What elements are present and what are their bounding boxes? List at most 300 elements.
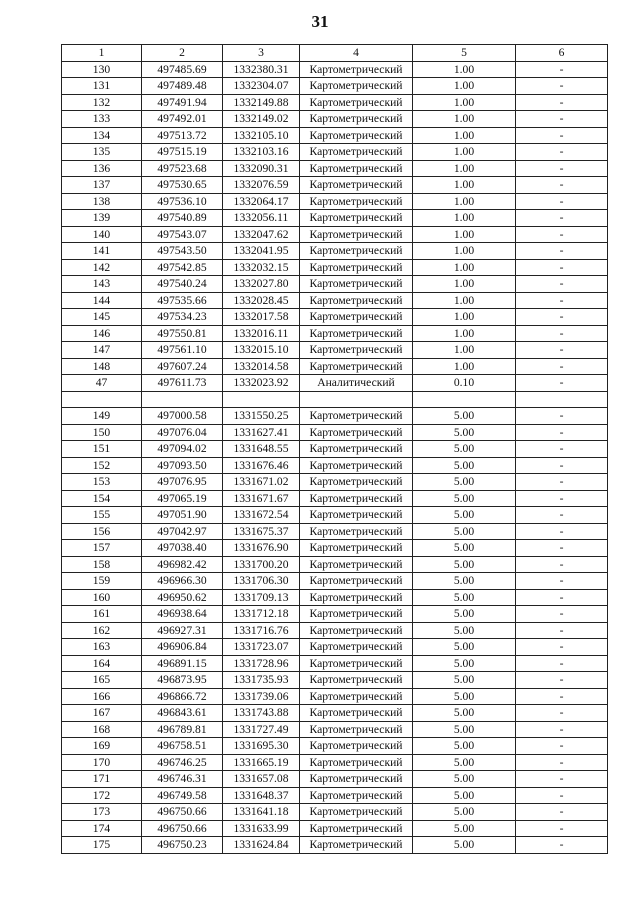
accuracy-cell: 5.00 xyxy=(413,721,516,738)
y-coordinate-cell: 1331706.30 xyxy=(223,573,300,590)
method-cell: Картометрический xyxy=(300,177,413,194)
header-cell-5: 5 xyxy=(413,45,516,62)
note-cell: - xyxy=(516,78,608,95)
y-coordinate-cell: 1332149.02 xyxy=(223,111,300,128)
point-number-cell: 145 xyxy=(62,309,142,326)
note-cell: - xyxy=(516,474,608,491)
point-number-cell: 149 xyxy=(62,408,142,425)
table-row xyxy=(62,441,608,458)
x-coordinate-cell: 497607.24 xyxy=(142,358,223,375)
method-cell: Картометрический xyxy=(300,507,413,524)
accuracy-cell: 5.00 xyxy=(413,787,516,804)
y-coordinate-cell: 1331712.18 xyxy=(223,606,300,623)
y-coordinate-cell: 1331550.25 xyxy=(223,408,300,425)
x-coordinate-cell: 497550.81 xyxy=(142,325,223,342)
accuracy-cell: 5.00 xyxy=(413,589,516,606)
accuracy-cell: 5.00 xyxy=(413,424,516,441)
header-row xyxy=(62,45,608,62)
y-coordinate-cell: 1331627.41 xyxy=(223,424,300,441)
method-cell: Картометрический xyxy=(300,804,413,821)
accuracy-cell: 1.00 xyxy=(413,210,516,227)
method-cell: Картометрический xyxy=(300,342,413,359)
table-row xyxy=(62,573,608,590)
header-cell-1: 1 xyxy=(62,45,142,62)
point-number-cell: 175 xyxy=(62,837,142,854)
coordinates-table xyxy=(61,44,608,854)
x-coordinate-cell: 497542.85 xyxy=(142,259,223,276)
table-row xyxy=(62,490,608,507)
accuracy-cell: 5.00 xyxy=(413,771,516,788)
header-cell-6: 6 xyxy=(516,45,608,62)
point-number-cell: 152 xyxy=(62,457,142,474)
accuracy-cell: 5.00 xyxy=(413,820,516,837)
method-cell: Картометрический xyxy=(300,160,413,177)
note-cell: - xyxy=(516,490,608,507)
table-row xyxy=(62,820,608,837)
x-coordinate-cell: 497540.24 xyxy=(142,276,223,293)
y-coordinate-cell: 1332304.07 xyxy=(223,78,300,95)
table-row xyxy=(62,111,608,128)
accuracy-cell: 5.00 xyxy=(413,556,516,573)
y-coordinate-cell: 1331671.02 xyxy=(223,474,300,491)
table-row xyxy=(62,672,608,689)
accuracy-cell: 1.00 xyxy=(413,94,516,111)
method-cell: Картометрический xyxy=(300,820,413,837)
accuracy-cell: 1.00 xyxy=(413,144,516,161)
x-coordinate-cell: 496750.66 xyxy=(142,820,223,837)
note-cell: - xyxy=(516,787,608,804)
y-coordinate-cell: 1332015.10 xyxy=(223,342,300,359)
accuracy-cell: 5.00 xyxy=(413,523,516,540)
y-coordinate-cell: 1332056.11 xyxy=(223,210,300,227)
y-coordinate-cell: 1331728.96 xyxy=(223,655,300,672)
note-cell: - xyxy=(516,606,608,623)
note-cell: - xyxy=(516,177,608,194)
x-coordinate-cell: 497076.04 xyxy=(142,424,223,441)
table-row xyxy=(62,804,608,821)
x-coordinate-cell: 496789.81 xyxy=(142,721,223,738)
method-cell: Картометрический xyxy=(300,837,413,854)
method-cell: Картометрический xyxy=(300,78,413,95)
note-cell: - xyxy=(516,771,608,788)
note-cell: - xyxy=(516,622,608,639)
note-cell: - xyxy=(516,721,608,738)
y-coordinate-cell: 1332032.15 xyxy=(223,259,300,276)
note-cell: - xyxy=(516,193,608,210)
y-coordinate-cell: 1331695.30 xyxy=(223,738,300,755)
point-number-cell: 168 xyxy=(62,721,142,738)
note-cell: - xyxy=(516,226,608,243)
y-coordinate-cell: 1332027.80 xyxy=(223,276,300,293)
accuracy-cell: 5.00 xyxy=(413,639,516,656)
y-coordinate-cell: 1332090.31 xyxy=(223,160,300,177)
table-row xyxy=(62,474,608,491)
x-coordinate-cell: 497523.68 xyxy=(142,160,223,177)
note-cell: - xyxy=(516,358,608,375)
method-cell: Картометрический xyxy=(300,556,413,573)
accuracy-cell: 1.00 xyxy=(413,111,516,128)
method-cell: Картометрический xyxy=(300,655,413,672)
point-number-cell: 142 xyxy=(62,259,142,276)
method-cell: Картометрический xyxy=(300,573,413,590)
point-number-cell: 134 xyxy=(62,127,142,144)
table-row xyxy=(62,705,608,722)
note-cell: - xyxy=(516,160,608,177)
accuracy-cell: 1.00 xyxy=(413,358,516,375)
table-row xyxy=(62,771,608,788)
x-coordinate-cell: 496950.62 xyxy=(142,589,223,606)
x-coordinate-cell: 496750.66 xyxy=(142,804,223,821)
y-coordinate-cell: 1332149.88 xyxy=(223,94,300,111)
point-number-cell: 164 xyxy=(62,655,142,672)
y-coordinate-cell: 1332105.10 xyxy=(223,127,300,144)
method-cell: Картометрический xyxy=(300,193,413,210)
method-cell: Картометрический xyxy=(300,540,413,557)
point-number-cell: 162 xyxy=(62,622,142,639)
note-cell: - xyxy=(516,589,608,606)
table-row xyxy=(62,226,608,243)
method-cell: Картометрический xyxy=(300,144,413,161)
point-number-cell: 158 xyxy=(62,556,142,573)
x-coordinate-cell: 496758.51 xyxy=(142,738,223,755)
x-coordinate-cell: 497491.94 xyxy=(142,94,223,111)
x-coordinate-cell: 497543.07 xyxy=(142,226,223,243)
note-cell: - xyxy=(516,111,608,128)
note-cell: - xyxy=(516,540,608,557)
note-cell xyxy=(516,391,608,408)
table-row xyxy=(62,78,608,95)
x-coordinate-cell: 496866.72 xyxy=(142,688,223,705)
point-number-cell: 130 xyxy=(62,61,142,78)
table-row xyxy=(62,556,608,573)
point-number-cell: 154 xyxy=(62,490,142,507)
method-cell: Картометрический xyxy=(300,111,413,128)
table-row xyxy=(62,507,608,524)
note-cell: - xyxy=(516,210,608,227)
method-cell: Картометрический xyxy=(300,441,413,458)
accuracy-cell: 5.00 xyxy=(413,474,516,491)
accuracy-cell: 5.00 xyxy=(413,688,516,705)
y-coordinate-cell: 1331633.99 xyxy=(223,820,300,837)
x-coordinate-cell: 496938.64 xyxy=(142,606,223,623)
point-number-cell: 135 xyxy=(62,144,142,161)
x-coordinate-cell: 497038.40 xyxy=(142,540,223,557)
accuracy-cell: 1.00 xyxy=(413,177,516,194)
table-row xyxy=(62,325,608,342)
note-cell: - xyxy=(516,507,608,524)
point-number-cell: 156 xyxy=(62,523,142,540)
table-row xyxy=(62,655,608,672)
note-cell: - xyxy=(516,94,608,111)
point-number-cell: 155 xyxy=(62,507,142,524)
x-coordinate-cell: 497543.50 xyxy=(142,243,223,260)
table-row xyxy=(62,243,608,260)
note-cell: - xyxy=(516,457,608,474)
accuracy-cell: 1.00 xyxy=(413,243,516,260)
point-number-cell: 153 xyxy=(62,474,142,491)
method-cell: Картометрический xyxy=(300,589,413,606)
method-cell: Картометрический xyxy=(300,523,413,540)
table-row xyxy=(62,589,608,606)
point-number-cell: 157 xyxy=(62,540,142,557)
point-number-cell: 47 xyxy=(62,375,142,392)
note-cell: - xyxy=(516,292,608,309)
accuracy-cell: 1.00 xyxy=(413,78,516,95)
method-cell: Картометрический xyxy=(300,738,413,755)
point-number-cell: 167 xyxy=(62,705,142,722)
note-cell: - xyxy=(516,639,608,656)
note-cell: - xyxy=(516,375,608,392)
note-cell: - xyxy=(516,259,608,276)
x-coordinate-cell: 497492.01 xyxy=(142,111,223,128)
y-coordinate-cell: 1331671.67 xyxy=(223,490,300,507)
y-coordinate-cell: 1331735.93 xyxy=(223,672,300,689)
y-coordinate-cell: 1332023.92 xyxy=(223,375,300,392)
table-row xyxy=(62,622,608,639)
note-cell: - xyxy=(516,738,608,755)
y-coordinate-cell: 1331676.46 xyxy=(223,457,300,474)
accuracy-cell: 5.00 xyxy=(413,573,516,590)
y-coordinate-cell: 1332047.62 xyxy=(223,226,300,243)
accuracy-cell: 5.00 xyxy=(413,441,516,458)
method-cell: Картометрический xyxy=(300,309,413,326)
y-coordinate-cell: 1331727.49 xyxy=(223,721,300,738)
method-cell: Картометрический xyxy=(300,787,413,804)
method-cell: Картометрический xyxy=(300,276,413,293)
point-number-cell: 140 xyxy=(62,226,142,243)
table-row xyxy=(62,391,608,408)
accuracy-cell: 5.00 xyxy=(413,705,516,722)
point-number-cell: 131 xyxy=(62,78,142,95)
y-coordinate-cell: 1332017.58 xyxy=(223,309,300,326)
table-row xyxy=(62,358,608,375)
method-cell: Картометрический xyxy=(300,721,413,738)
method-cell: Картометрический xyxy=(300,490,413,507)
x-coordinate-cell: 496750.23 xyxy=(142,837,223,854)
x-coordinate-cell: 497489.48 xyxy=(142,78,223,95)
x-coordinate-cell: 497561.10 xyxy=(142,342,223,359)
accuracy-cell: 1.00 xyxy=(413,226,516,243)
point-number-cell: 136 xyxy=(62,160,142,177)
method-cell: Картометрический xyxy=(300,210,413,227)
point-number-cell: 144 xyxy=(62,292,142,309)
method-cell: Картометрический xyxy=(300,688,413,705)
accuracy-cell: 1.00 xyxy=(413,259,516,276)
note-cell: - xyxy=(516,688,608,705)
x-coordinate-cell: 497534.23 xyxy=(142,309,223,326)
x-coordinate-cell: 496982.42 xyxy=(142,556,223,573)
table-row xyxy=(62,787,608,804)
table-row xyxy=(62,688,608,705)
y-coordinate-cell: 1331657.08 xyxy=(223,771,300,788)
table-row xyxy=(62,292,608,309)
point-number-cell: 173 xyxy=(62,804,142,821)
table-row xyxy=(62,754,608,771)
note-cell: - xyxy=(516,820,608,837)
y-coordinate-cell: 1331676.90 xyxy=(223,540,300,557)
note-cell: - xyxy=(516,243,608,260)
accuracy-cell: 1.00 xyxy=(413,342,516,359)
point-number-cell: 143 xyxy=(62,276,142,293)
x-coordinate-cell: 497530.65 xyxy=(142,177,223,194)
point-number-cell: 150 xyxy=(62,424,142,441)
x-coordinate-cell: 496749.58 xyxy=(142,787,223,804)
accuracy-cell: 5.00 xyxy=(413,804,516,821)
x-coordinate-cell: 496891.15 xyxy=(142,655,223,672)
note-cell: - xyxy=(516,342,608,359)
table-row xyxy=(62,127,608,144)
accuracy-cell: 1.00 xyxy=(413,292,516,309)
point-number-cell: 132 xyxy=(62,94,142,111)
note-cell: - xyxy=(516,408,608,425)
method-cell: Картометрический xyxy=(300,325,413,342)
y-coordinate-cell: 1332028.45 xyxy=(223,292,300,309)
y-coordinate-cell: 1332014.58 xyxy=(223,358,300,375)
y-coordinate-cell: 1332016.11 xyxy=(223,325,300,342)
table-body xyxy=(62,61,608,853)
accuracy-cell: 1.00 xyxy=(413,160,516,177)
point-number-cell: 160 xyxy=(62,589,142,606)
table-header xyxy=(62,45,608,62)
x-coordinate-cell: 497513.72 xyxy=(142,127,223,144)
x-coordinate-cell: 497540.89 xyxy=(142,210,223,227)
table-row xyxy=(62,408,608,425)
accuracy-cell: 5.00 xyxy=(413,655,516,672)
table-row xyxy=(62,342,608,359)
x-coordinate-cell: 496746.31 xyxy=(142,771,223,788)
x-coordinate-cell: 497094.02 xyxy=(142,441,223,458)
y-coordinate-cell: 1331675.37 xyxy=(223,523,300,540)
x-coordinate-cell: 496873.95 xyxy=(142,672,223,689)
note-cell: - xyxy=(516,276,608,293)
point-number-cell: 139 xyxy=(62,210,142,227)
table-row xyxy=(62,738,608,755)
accuracy-cell: 5.00 xyxy=(413,672,516,689)
accuracy-cell: 1.00 xyxy=(413,309,516,326)
x-coordinate-cell: 496746.25 xyxy=(142,754,223,771)
point-number-cell: 141 xyxy=(62,243,142,260)
point-number-cell: 171 xyxy=(62,771,142,788)
table-row xyxy=(62,309,608,326)
method-cell: Картометрический xyxy=(300,705,413,722)
y-coordinate-cell: 1332041.95 xyxy=(223,243,300,260)
table-row xyxy=(62,523,608,540)
accuracy-cell: 0.10 xyxy=(413,375,516,392)
point-number-cell: 148 xyxy=(62,358,142,375)
table-row xyxy=(62,540,608,557)
method-cell: Картометрический xyxy=(300,622,413,639)
table-row xyxy=(62,721,608,738)
note-cell: - xyxy=(516,441,608,458)
accuracy-cell: 1.00 xyxy=(413,61,516,78)
y-coordinate-cell: 1331648.37 xyxy=(223,787,300,804)
y-coordinate-cell: 1331665.19 xyxy=(223,754,300,771)
x-coordinate-cell: 497536.10 xyxy=(142,193,223,210)
header-cell-3: 3 xyxy=(223,45,300,62)
y-coordinate-cell: 1331743.88 xyxy=(223,705,300,722)
accuracy-cell: 1.00 xyxy=(413,276,516,293)
point-number-cell: 137 xyxy=(62,177,142,194)
accuracy-cell: 5.00 xyxy=(413,738,516,755)
accuracy-cell: 1.00 xyxy=(413,193,516,210)
point-number-cell: 161 xyxy=(62,606,142,623)
point-number-cell: 166 xyxy=(62,688,142,705)
y-coordinate-cell: 1332103.16 xyxy=(223,144,300,161)
y-coordinate-cell xyxy=(223,391,300,408)
header-cell-2: 2 xyxy=(142,45,223,62)
y-coordinate-cell: 1331641.18 xyxy=(223,804,300,821)
method-cell: Картометрический xyxy=(300,672,413,689)
point-number-cell: 170 xyxy=(62,754,142,771)
y-coordinate-cell: 1331624.84 xyxy=(223,837,300,854)
accuracy-cell: 1.00 xyxy=(413,127,516,144)
method-cell: Картометрический xyxy=(300,226,413,243)
y-coordinate-cell: 1331672.54 xyxy=(223,507,300,524)
note-cell: - xyxy=(516,424,608,441)
accuracy-cell: 5.00 xyxy=(413,408,516,425)
point-number-cell: 133 xyxy=(62,111,142,128)
accuracy-cell: 5.00 xyxy=(413,754,516,771)
method-cell: Картометрический xyxy=(300,243,413,260)
accuracy-cell: 5.00 xyxy=(413,622,516,639)
note-cell: - xyxy=(516,144,608,161)
table-row xyxy=(62,61,608,78)
note-cell: - xyxy=(516,705,608,722)
y-coordinate-cell: 1331709.13 xyxy=(223,589,300,606)
x-coordinate-cell: 497065.19 xyxy=(142,490,223,507)
table-row xyxy=(62,837,608,854)
accuracy-cell: 5.00 xyxy=(413,457,516,474)
accuracy-cell: 5.00 xyxy=(413,837,516,854)
method-cell: Картометрический xyxy=(300,754,413,771)
point-number-cell: 146 xyxy=(62,325,142,342)
y-coordinate-cell: 1331716.76 xyxy=(223,622,300,639)
method-cell xyxy=(300,391,413,408)
y-coordinate-cell: 1331723.07 xyxy=(223,639,300,656)
table-row xyxy=(62,424,608,441)
table-row xyxy=(62,276,608,293)
method-cell: Картометрический xyxy=(300,292,413,309)
method-cell: Картометрический xyxy=(300,358,413,375)
table-row xyxy=(62,375,608,392)
x-coordinate-cell: 496927.31 xyxy=(142,622,223,639)
point-number-cell: 138 xyxy=(62,193,142,210)
note-cell: - xyxy=(516,556,608,573)
accuracy-cell: 5.00 xyxy=(413,507,516,524)
y-coordinate-cell: 1331700.20 xyxy=(223,556,300,573)
x-coordinate-cell: 497611.73 xyxy=(142,375,223,392)
note-cell: - xyxy=(516,672,608,689)
note-cell: - xyxy=(516,754,608,771)
method-cell: Картометрический xyxy=(300,94,413,111)
point-number-cell: 169 xyxy=(62,738,142,755)
table-row xyxy=(62,177,608,194)
y-coordinate-cell: 1332076.59 xyxy=(223,177,300,194)
point-number-cell: 147 xyxy=(62,342,142,359)
x-coordinate-cell: 497000.58 xyxy=(142,408,223,425)
method-cell: Аналитический xyxy=(300,375,413,392)
note-cell: - xyxy=(516,523,608,540)
x-coordinate-cell: 497042.97 xyxy=(142,523,223,540)
note-cell: - xyxy=(516,573,608,590)
table-row xyxy=(62,193,608,210)
x-coordinate-cell: 497485.69 xyxy=(142,61,223,78)
method-cell: Картометрический xyxy=(300,259,413,276)
x-coordinate-cell xyxy=(142,391,223,408)
method-cell: Картометрический xyxy=(300,61,413,78)
x-coordinate-cell: 496906.84 xyxy=(142,639,223,656)
y-coordinate-cell: 1332380.31 xyxy=(223,61,300,78)
